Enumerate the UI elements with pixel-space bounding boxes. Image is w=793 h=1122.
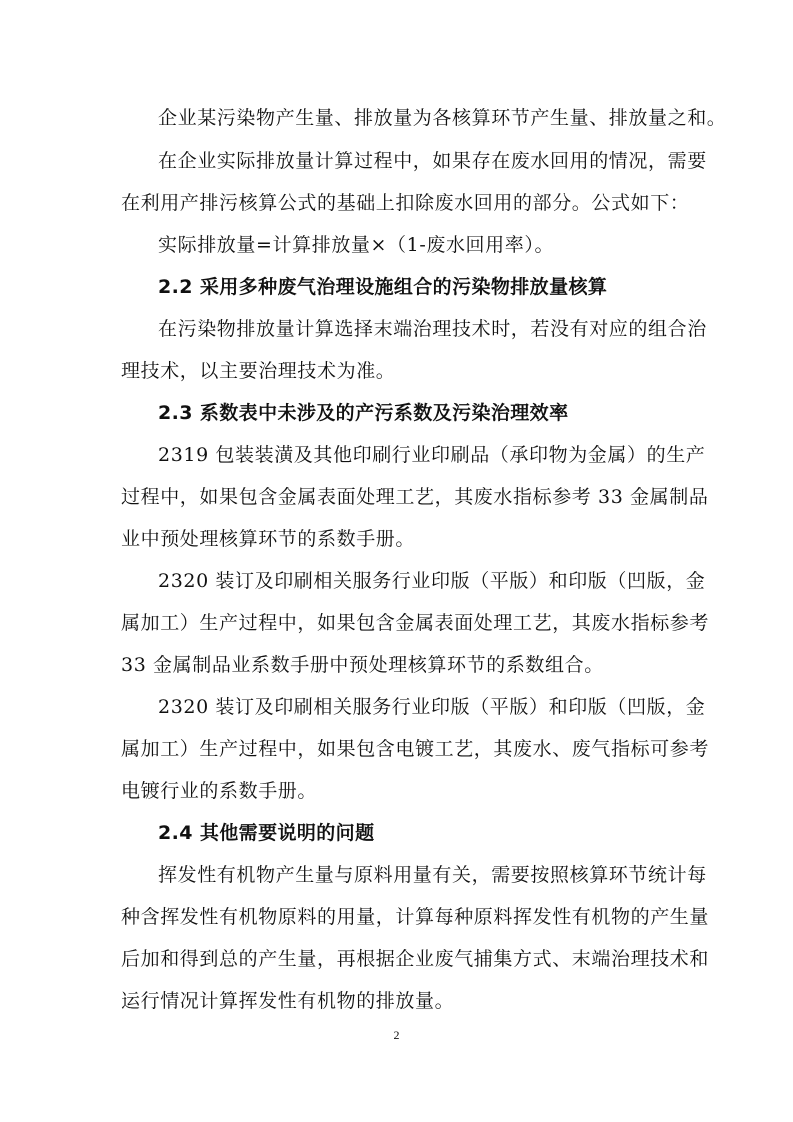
paragraph-line: 电镀行业的系数手册。 bbox=[121, 780, 318, 802]
section-heading-2-4: 2.4 其他需要说明的问题 bbox=[158, 822, 375, 844]
paragraph-line: 33 金属制品业系数手册中预处理核算环节的系数组合。 bbox=[121, 654, 604, 676]
paragraph-line: 2319 包装装潢及其他印刷行业印刷品（承印物为金属）的生产 bbox=[158, 444, 706, 466]
section-heading-2-3: 2.3 系数表中未涉及的产污系数及污染治理效率 bbox=[158, 402, 569, 424]
paragraph-line: 后加和得到总的产生量，再根据企业废气捕集方式、末端治理技术和 bbox=[121, 948, 710, 970]
paragraph-line: 种含挥发性有机物原料的用量，计算每种原料挥发性有机物的产生量 bbox=[121, 906, 710, 928]
paragraph-line: 理技术，以主要治理技术为准。 bbox=[121, 360, 396, 382]
paragraph-line: 属加工）生产过程中，如果包含金属表面处理工艺，其废水指标参考 bbox=[121, 612, 710, 634]
section-heading-2-2: 2.2 采用多种废气治理设施组合的污染物排放量核算 bbox=[158, 276, 608, 298]
paragraph-line: 企业某污染物产生量、排放量为各核算环节产生量、排放量之和。 bbox=[158, 107, 727, 129]
paragraph-line: 挥发性有机物产生量与原料用量有关，需要按照核算环节统计每 bbox=[158, 864, 707, 886]
page-number: 2 bbox=[393, 1028, 400, 1042]
paragraph-line: 属加工）生产过程中，如果包含电镀工艺，其废水、废气指标可参考 bbox=[121, 738, 710, 760]
formula-line: 实际排放量=计算排放量×（1-废水回用率）。 bbox=[158, 234, 555, 256]
paragraph-line: 在污染物排放量计算选择末端治理技术时，若没有对应的组合治 bbox=[158, 318, 707, 340]
paragraph-line: 2320 装订及印刷相关服务行业印版（平版）和印版（凹版，金 bbox=[158, 570, 706, 592]
paragraph-line: 在利用产排污核算公式的基础上扣除废水回用的部分。公式如下： bbox=[121, 192, 690, 214]
paragraph-line: 运行情况计算挥发性有机物的排放量。 bbox=[121, 990, 455, 1012]
paragraph-line: 过程中，如果包含金属表面处理工艺，其废水指标参考 33 金属制品 bbox=[121, 486, 709, 508]
paragraph-line: 业中预处理核算环节的系数手册。 bbox=[121, 528, 416, 550]
paragraph-line: 在企业实际排放量计算过程中，如果存在废水回用的情况，需要 bbox=[158, 150, 707, 172]
paragraph-line: 2320 装订及印刷相关服务行业印版（平版）和印版（凹版，金 bbox=[158, 696, 706, 718]
